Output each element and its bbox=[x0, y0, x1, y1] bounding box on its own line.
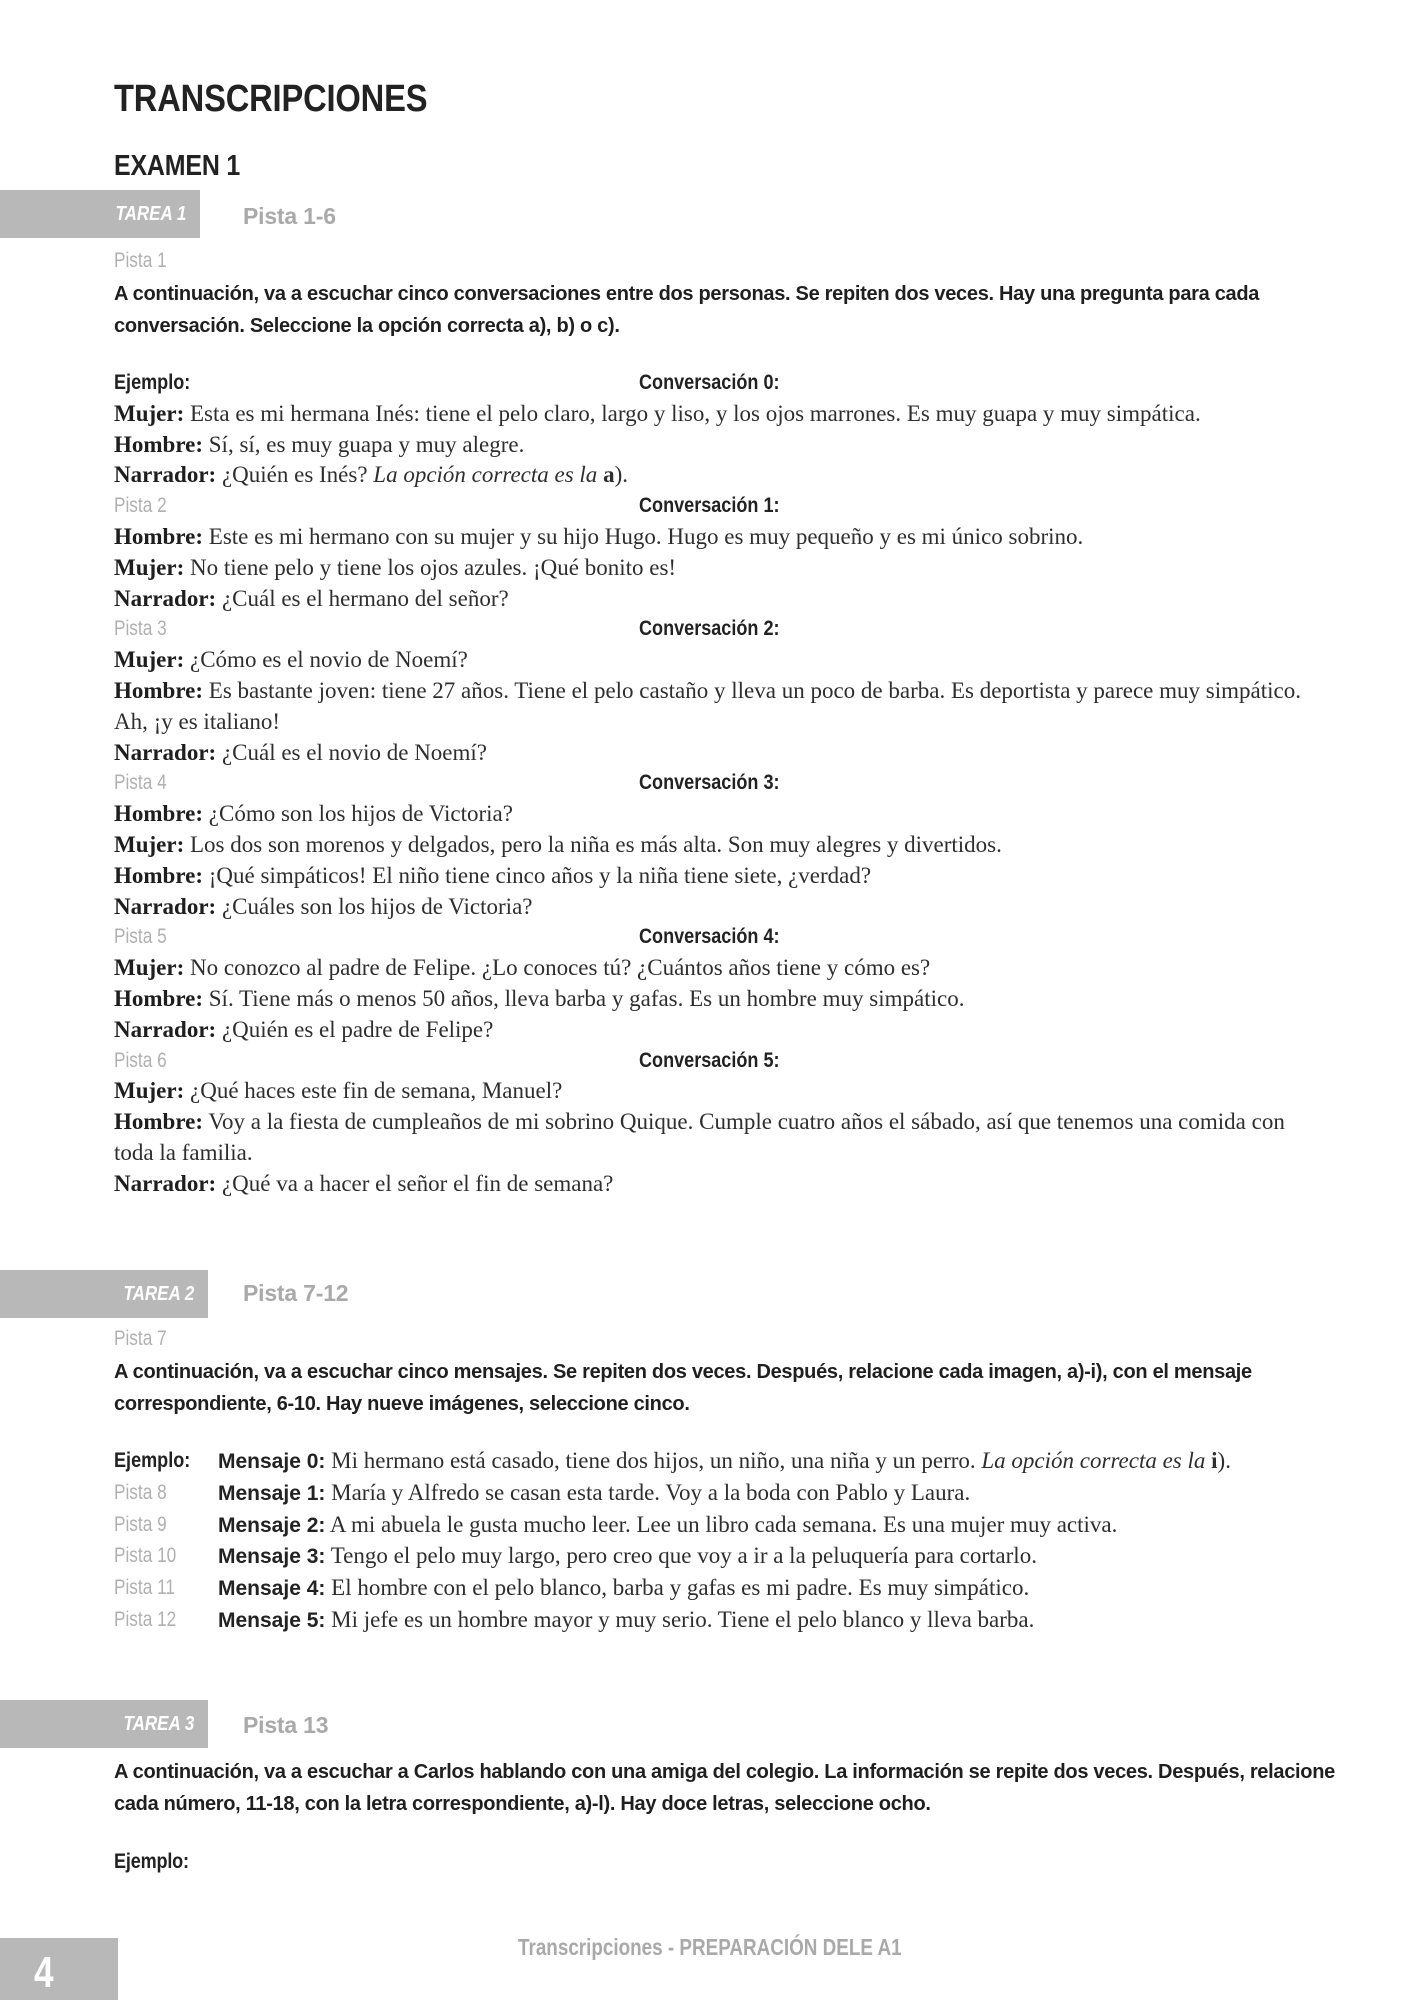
example-label: Ejemplo: bbox=[114, 1850, 189, 1873]
pista-label: Pista 12 bbox=[114, 1607, 177, 1631]
dialog-line: Narrador: ¿Cuál es el novio de Noemí? bbox=[114, 739, 487, 765]
pista-label: Pista 10 bbox=[114, 1544, 177, 1568]
conversation-4-header bbox=[114, 922, 1326, 953]
dialog-line: Narrador: ¿Quién es el padre de Felipe? bbox=[114, 1016, 494, 1042]
tarea-3-pistas: Pista 13 bbox=[243, 1712, 329, 1738]
conversation-0-title: Conversación 0: bbox=[639, 371, 780, 394]
conversation-1-title: Conversación 1: bbox=[639, 494, 780, 518]
dialog-line: Hombre: Sí. Tiene más o menos 50 años, lleva barba y gafas. Es un hombre muy simpático. bbox=[114, 985, 965, 1011]
message-row: Pista 10 Mensaje 3: Tengo el pelo muy largo, pero creo que voy a ir a la peluquería para cortarlo. bbox=[114, 1541, 1334, 1573]
dialog-line: Narrador: ¿Qué va a hacer el señor el fin de semana? bbox=[114, 1170, 614, 1196]
pista-label: Pista 4 bbox=[114, 771, 167, 795]
tarea-2-pistas: Pista 7-12 bbox=[243, 1280, 349, 1306]
footer-text: Transcripciones - PREPARACIÓN DELE A1 bbox=[518, 1934, 902, 1960]
pista-label: Pista 9 bbox=[114, 1512, 167, 1536]
tarea-1-label: TAREA 1 bbox=[115, 203, 186, 225]
message-row: Pista 11 Mensaje 4: El hombre con el pelo blanco, barba y gafas es mi padre. Es muy simpático. bbox=[114, 1573, 1334, 1605]
conversation-1-header bbox=[114, 491, 1326, 522]
tarea-3-label: TAREA 3 bbox=[123, 1713, 194, 1735]
example-label: Ejemplo: bbox=[114, 371, 191, 394]
conversation-5-title: Conversación 5: bbox=[639, 1048, 780, 1072]
conversation-5-header bbox=[114, 1046, 1326, 1077]
exam-title: EXAMEN 1 bbox=[114, 150, 241, 182]
dialog-line: Narrador: ¿Cuál es el hermano del señor? bbox=[114, 585, 509, 611]
conversation-4-title: Conversación 4: bbox=[639, 925, 780, 949]
tarea-1-pistas: Pista 1-6 bbox=[243, 203, 336, 229]
pista-label: Pista 2 bbox=[114, 494, 167, 518]
tarea-1-instructions: A continuación, va a escuchar cinco conversaciones entre dos personas. Se repiten dos veces. Hay una pregunta para cada conversación. Seleccione la opción correcta a), b) o c). bbox=[114, 283, 1260, 337]
dialog-line: Mujer: No conozco al padre de Felipe. ¿Lo conoces tú? ¿Cuántos años tiene y cómo es? bbox=[114, 955, 931, 981]
dialog-line: Hombre: Es bastante joven: tiene 27 años. Tiene el pelo castaño y lleva un poco de barba. Es deportista y parece muy simpático. Ah, ¡y es italiano! bbox=[114, 677, 1301, 734]
pista-label: Pista 5 bbox=[114, 925, 167, 949]
dialog-line: Narrador: ¿Cuáles son los hijos de Victoria? bbox=[114, 893, 533, 919]
dialog-line: Narrador: ¿Quién es Inés? La opción correcta es la a). bbox=[114, 462, 628, 488]
conversation-2-header bbox=[114, 614, 1326, 645]
example-label: Ejemplo: bbox=[114, 1449, 191, 1472]
message-row: Pista 9 Mensaje 2: A mi abuela le gusta mucho leer. Lee un libro cada semana. Es una mujer muy activa. bbox=[114, 1510, 1334, 1542]
tarea-2-instructions: A continuación, va a escuchar cinco mensajes. Se repiten dos veces. Después, relacione cada imagen, a)-i), con el mensaje correspondiente, 6-10. Hay nueve imágenes, seleccione cinco. bbox=[114, 1361, 1252, 1415]
example-message-row: Ejemplo: Mensaje 0: Mi hermano está casado, tiene dos hijos, un niño, una niña y un perro. La opción correcta es la i). bbox=[114, 1446, 1334, 1478]
dialog-line: Mujer: ¿Qué haces este fin de semana, Manuel? bbox=[114, 1078, 563, 1104]
pista-7-label: Pista 7 bbox=[114, 1327, 167, 1350]
page-number-tab bbox=[0, 1938, 118, 2000]
pista-label: Pista 8 bbox=[114, 1480, 167, 1504]
dialog-line: Hombre: Sí, sí, es muy guapa y muy alegre. bbox=[114, 431, 525, 457]
pista-1-label: Pista 1 bbox=[114, 249, 167, 272]
dialog-line: Hombre: ¡Qué simpáticos! El niño tiene cinco años y la niña tiene siete, ¿verdad? bbox=[114, 862, 872, 888]
dialog-line: Hombre: Voy a la fiesta de cumpleaños de mi sobrino Quique. Cumple cuatro años el sábado, así que tenemos una comida con toda la familia. bbox=[114, 1109, 1285, 1165]
dialog-line: Mujer: Los dos son morenos y delgados, pero la niña es más alta. Son muy alegres y divertidos. bbox=[114, 831, 1002, 857]
tarea-2-label: TAREA 2 bbox=[123, 1283, 194, 1305]
dialog-line: Mujer: No tiene pelo y tiene los ojos azules. ¡Qué bonito es! bbox=[114, 554, 677, 580]
pista-label: Pista 6 bbox=[114, 1048, 167, 1072]
dialog-line: Hombre: ¿Cómo son los hijos de Victoria? bbox=[114, 801, 513, 827]
message-row: Pista 12 Mensaje 5: Mi jefe es un hombre mayor y muy serio. Tiene el pelo blanco y lleva barba. bbox=[114, 1605, 1334, 1637]
tarea-2-messages bbox=[114, 1446, 1334, 1637]
pista-label: Pista 3 bbox=[114, 617, 167, 641]
tarea-1-dialogs bbox=[114, 368, 1326, 1200]
dialog-line: Hombre: Este es mi hermano con su mujer y su hijo Hugo. Hugo es muy pequeño y es mi único sobrino. bbox=[114, 523, 1084, 549]
page-title: TRANSCRIPCIONES bbox=[114, 78, 428, 120]
conversation-3-title: Conversación 3: bbox=[639, 771, 780, 795]
conversation-3-header bbox=[114, 768, 1326, 799]
conversation-2-title: Conversación 2: bbox=[639, 617, 780, 641]
message-row: Pista 8 Mensaje 1: María y Alfredo se casan esta tarde. Voy a la boda con Pablo y Laura. bbox=[114, 1478, 1334, 1510]
example-row bbox=[114, 368, 1326, 399]
tarea-3-instructions: A continuación, va a escuchar a Carlos hablando con una amiga del colegio. La información se repite dos veces. Después, relacione cada número, 11-18, con la letra correspondiente, a)-l). Hay doce letras, seleccione ocho. bbox=[114, 1761, 1335, 1815]
dialog-line: Mujer: ¿Cómo es el novio de Noemí? bbox=[114, 647, 468, 673]
pista-label: Pista 11 bbox=[114, 1576, 175, 1600]
dialog-line: Mujer: Esta es mi hermana Inés: tiene el pelo claro, largo y liso, y los ojos marrones. Es muy guapa y muy simpática. bbox=[114, 400, 1201, 426]
page-number: 4 bbox=[34, 1948, 54, 1997]
